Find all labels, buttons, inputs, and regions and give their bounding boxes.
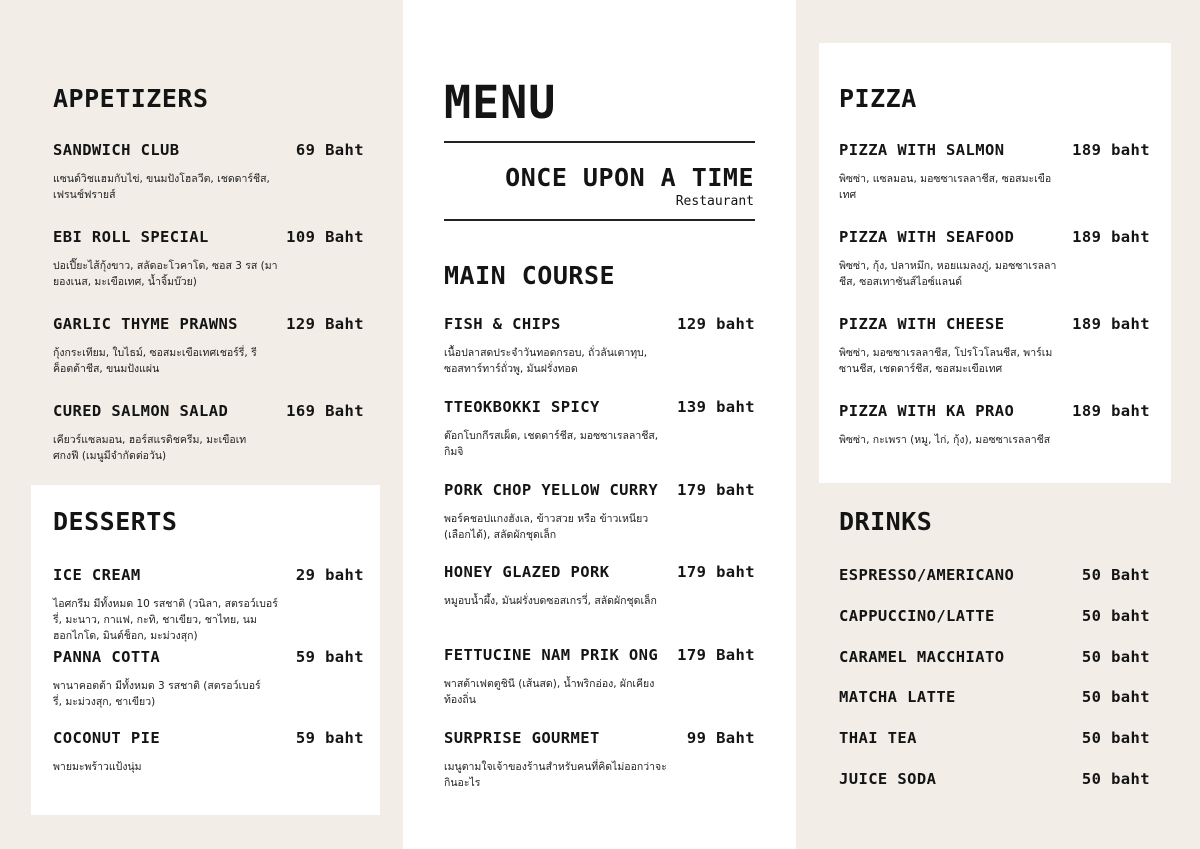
- item-price: 50 baht: [1081, 688, 1150, 706]
- item-price: 50 Baht: [1081, 566, 1150, 584]
- item-description: พิซซ่า, มอซซาเรลลาชีส, โปรโวโลนชีส, พาร์เมซานชีส, เชดดาร์ชีส, ซอสมะเขือเทศ: [839, 347, 1053, 375]
- main-course-title: MAIN COURSE: [444, 261, 616, 290]
- item-name: PIZZA WITH SALMON: [839, 141, 1005, 159]
- item-description: พานาคอตต้า มีทั้งหมด 3 รสชาติ (สตรอว์เบอร์รี่, มะม่วงสุก, ชาเขียว): [53, 680, 261, 708]
- item-description: เมนูตามใจเจ้าของร้านสำหรับคนที่คิดไม่ออกว่าจะกินอะไร: [444, 761, 667, 789]
- item-name: EBI ROLL SPECIAL: [53, 228, 209, 246]
- item-price: 139 baht: [677, 398, 755, 416]
- item-description: หมูอบน้ำผึ้ง, มันฝรั่งบดซอสเกรวี่, สลัดผักชุดเล็ก: [444, 595, 657, 607]
- item-name: PIZZA WITH CHEESE: [839, 315, 1005, 333]
- item-description: ไอศกรีม มีทั้งหมด 10 รสชาติ (วนิลา, สตรอว์เบอร์รี่, มะนาว, กาแฟ, กะทิ, ชาเขียว, ชาไทย, นมฮอกไกโด, มินต์ช็อก, มะม่วงสุก): [53, 598, 278, 642]
- menu-item: [53, 648, 364, 710]
- menu-item: [839, 141, 1150, 203]
- item-price: 189 baht: [1072, 228, 1150, 246]
- menu-item: [444, 729, 755, 791]
- item-price: 169 Baht: [286, 402, 364, 420]
- menu-item: [53, 566, 364, 644]
- menu-item: [839, 402, 1150, 448]
- menu-item: [444, 315, 755, 377]
- divider: [444, 219, 755, 221]
- menu-item: [53, 141, 364, 203]
- item-price: 59 baht: [295, 648, 364, 666]
- menu-item: [839, 648, 1150, 666]
- item-price: 69 Baht: [295, 141, 364, 159]
- item-name: CARAMEL MACCHIATO: [839, 648, 1005, 666]
- item-price: 109 Baht: [286, 228, 364, 246]
- appetizers-title: APPETIZERS: [53, 84, 209, 113]
- item-name: JUICE SODA: [839, 770, 937, 788]
- item-name: COCONUT PIE: [53, 729, 161, 747]
- menu-item: [839, 228, 1150, 290]
- item-name: HONEY GLAZED PORK: [444, 563, 610, 581]
- item-name: PIZZA WITH SEAFOOD: [839, 228, 1015, 246]
- item-description: พายมะพร้าวแป้งนุ่ม: [53, 761, 142, 773]
- menu-title: MENU: [444, 76, 557, 129]
- item-price: 99 Baht: [686, 729, 755, 747]
- drinks-title: DRINKS: [839, 507, 933, 536]
- item-name: CURED SALMON SALAD: [53, 402, 229, 420]
- menu-item: [444, 481, 755, 543]
- item-name: SURPRISE GOURMET: [444, 729, 600, 747]
- restaurant-name: ONCE UPON A TIME: [505, 163, 754, 192]
- item-price: 29 baht: [295, 566, 364, 584]
- item-price: 59 baht: [295, 729, 364, 747]
- restaurant-subtitle: Restaurant: [675, 194, 754, 209]
- item-description: เคียวร์แซลมอน, ฮอร์สแรดิชครีม, มะเขือเทศกงฟี (เมนูมีจำกัดต่อวัน): [53, 434, 247, 462]
- menu-item: [444, 398, 755, 460]
- divider: [444, 141, 755, 143]
- item-name: ICE CREAM: [53, 566, 141, 584]
- item-name: MATCHA LATTE: [839, 688, 956, 706]
- pizza-title: PIZZA: [839, 84, 917, 113]
- item-price: 179 baht: [677, 563, 755, 581]
- item-name: ESPRESSO/AMERICANO: [839, 566, 1015, 584]
- item-description: พิซซ่า, กะเพรา (หมู, ไก่, กุ้ง), มอซซาเรลลาชีส: [839, 434, 1051, 446]
- menu-item: [53, 729, 364, 775]
- item-name: PORK CHOP YELLOW CURRY: [444, 481, 659, 499]
- item-name: PANNA COTTA: [53, 648, 161, 666]
- item-name: SANDWICH CLUB: [53, 141, 180, 159]
- menu-item: [839, 607, 1150, 625]
- menu-item: [839, 688, 1150, 706]
- item-description: ต๊อกโบกกีรสเผ็ด, เชดดาร์ชีส, มอซซาเรลลาชีส, กิมจิ: [444, 430, 659, 458]
- item-name: PIZZA WITH KA PRAO: [839, 402, 1015, 420]
- item-price: 50 baht: [1081, 729, 1150, 747]
- menu-item: [53, 402, 364, 464]
- item-name: FETTUCINE NAM PRIK ONG: [444, 646, 659, 664]
- item-description: พิซซ่า, แซลมอน, มอซซาเรลลาชีส, ซอสมะเขือเทศ: [839, 173, 1052, 201]
- desserts-title: DESSERTS: [53, 507, 178, 536]
- item-price: 179 Baht: [677, 646, 755, 664]
- menu-item: [444, 646, 755, 708]
- item-name: TTEOKBOKKI SPICY: [444, 398, 600, 416]
- item-description: พาสต้าเฟตตูชินี (เส้นสด), น้ำพริกอ่อง, ผักเคียงท้องถิ่น: [444, 678, 655, 706]
- menu-item: [444, 563, 755, 609]
- menu-item: [839, 315, 1150, 377]
- item-description: กุ้งกระเทียม, ใบไธม์, ซอสมะเขือเทศเชอร์รี่, รีค็อตต้าชีส, ขนมปังแผ่น: [53, 347, 257, 375]
- item-price: 50 baht: [1081, 770, 1150, 788]
- menu-item: [53, 315, 364, 377]
- item-price: 50 baht: [1081, 607, 1150, 625]
- item-description: แซนด์วิชแฮมกับไข่, ขนมปังโฮลวีต, เชดดาร์ชีส, เฟรนช์ฟรายส์: [53, 173, 270, 201]
- item-description: พิซซ่า, กุ้ง, ปลาหมึก, หอยแมลงภู่, มอซซาเรลลาชีส, ซอสเทาซันส์ไอซ์แลนด์: [839, 260, 1057, 288]
- item-name: GARLIC THYME PRAWNS: [53, 315, 238, 333]
- item-price: 189 baht: [1072, 402, 1150, 420]
- item-description: ปอเปี๊ยะไส้กุ้งขาว, สลัดอะโวคาโด, ซอส 3 รส (มายองเนส, มะเขือเทศ, น้ำจิ้มบ๊วย): [53, 260, 278, 288]
- item-description: เนื้อปลาสดประจำวันทอดกรอบ, ถั่วลันเตาทุบ, ซอสทาร์ทาร์ถั่วพู, มันฝรั่งทอด: [444, 347, 648, 375]
- item-name: FISH & CHIPS: [444, 315, 561, 333]
- menu-item: [53, 228, 364, 290]
- item-price: 179 baht: [677, 481, 755, 499]
- item-price: 129 Baht: [286, 315, 364, 333]
- item-price: 50 baht: [1081, 648, 1150, 666]
- item-name: THAI TEA: [839, 729, 917, 747]
- item-description: พอร์คชอปแกงฮังเล, ข้าวสวย หรือ ข้าวเหนียว (เลือกได้), สลัดผักชุดเล็ก: [444, 513, 649, 541]
- menu-item: [839, 729, 1150, 747]
- item-price: 129 baht: [677, 315, 755, 333]
- menu-item: [839, 770, 1150, 788]
- menu-item: [839, 566, 1150, 584]
- item-name: CAPPUCCINO/LATTE: [839, 607, 995, 625]
- item-price: 189 baht: [1072, 141, 1150, 159]
- item-price: 189 baht: [1072, 315, 1150, 333]
